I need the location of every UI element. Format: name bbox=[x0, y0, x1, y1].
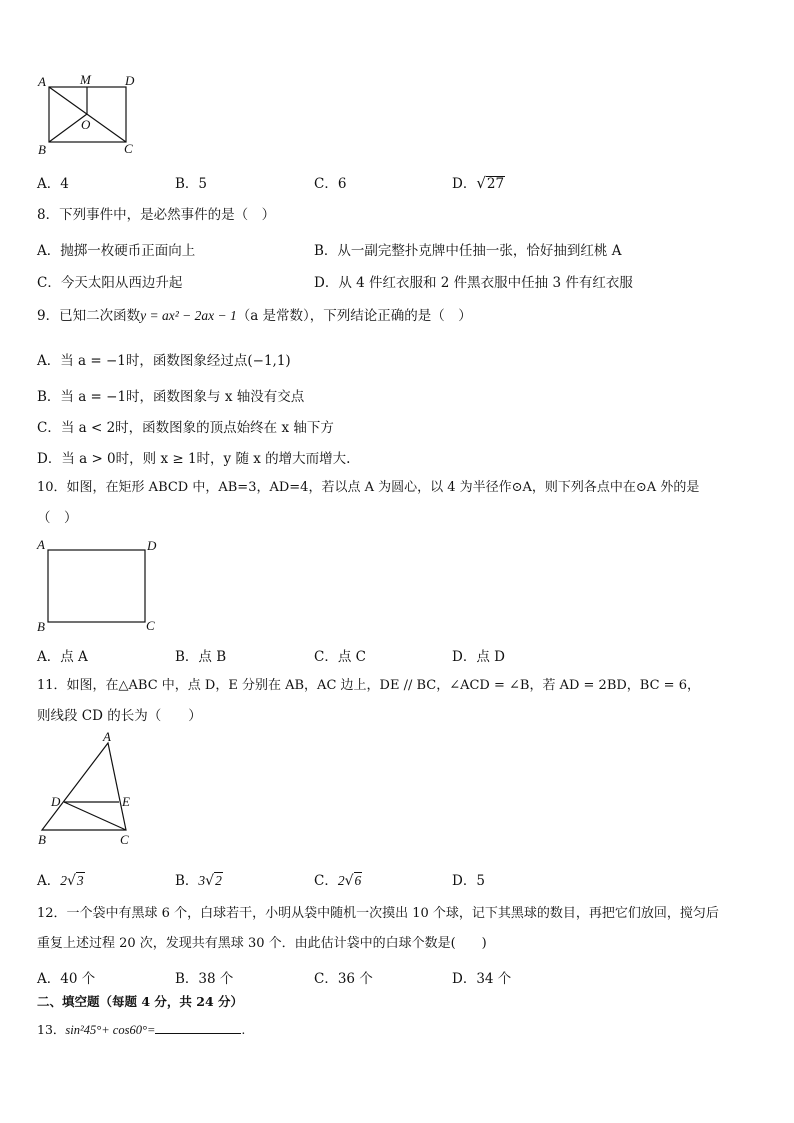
q10-label-a: A bbox=[37, 537, 45, 552]
q10-stem-line2: （ ） bbox=[37, 510, 78, 526]
sqrt-radicand: 27 bbox=[486, 176, 505, 192]
q9-option-d[interactable]: D．当 a > 0时，则 x ≥ 1时，y 随 x 的增大而增大. bbox=[37, 451, 351, 467]
q13-stem: 13．sin²45°+ cos60°= . bbox=[37, 1022, 246, 1037]
q9-option-c[interactable]: C．当 a < 2时，函数图象的顶点始终在 x 轴下方 bbox=[37, 420, 334, 436]
q11-label-d: D bbox=[51, 794, 61, 809]
q11-figure bbox=[34, 730, 144, 850]
q10-label-d: D bbox=[147, 538, 157, 553]
q8-option-d[interactable]: D．从 4 件红衣服和 2 件黑衣服中任抽 3 件有红衣服 bbox=[314, 275, 633, 291]
q9-stem: 9．已知二次函数y = ax² − 2ax − 1（a 是常数），下列结论正确的是（ ） bbox=[37, 308, 472, 324]
q11-label-a: A bbox=[103, 730, 111, 744]
q12-option-d[interactable]: D．34 个 bbox=[452, 971, 512, 987]
q11-option-d[interactable]: D．5 bbox=[452, 873, 485, 889]
q10-figure bbox=[34, 536, 164, 636]
q10-rectangle bbox=[48, 550, 145, 622]
q9-option-b[interactable]: B．当 a = −1时，函数图象与 x 轴没有交点 bbox=[37, 389, 305, 405]
q11-stem-line2: 则线段 CD 的长为（ ） bbox=[37, 708, 202, 724]
q8-stem: 8．下列事件中，是必然事件的是（ ） bbox=[37, 207, 276, 223]
q7-label-a: A bbox=[38, 74, 46, 89]
q11-segment-dc bbox=[64, 802, 126, 830]
q9-formula: y = ax² − 2ax − 1 bbox=[140, 308, 237, 323]
q10-option-c[interactable]: C．点 C bbox=[314, 649, 366, 665]
q12-stem-line2: 重复上述过程 20 次，发现共有黑球 30 个．由此估计袋中的白球个数是( ) bbox=[37, 936, 487, 951]
q10-option-d[interactable]: D．点 D bbox=[452, 649, 505, 665]
q12-option-c[interactable]: C．36 个 bbox=[314, 971, 373, 987]
q11-label-b: B bbox=[38, 832, 46, 847]
q7-label-c: C bbox=[124, 141, 133, 156]
q10-label-c: C bbox=[146, 618, 155, 633]
q11-label-e: E bbox=[122, 794, 130, 809]
q11-option-c[interactable]: C．2√6 bbox=[314, 873, 362, 889]
q11-option-b[interactable]: B．3√2 bbox=[175, 873, 222, 889]
section-heading-fill-blank: 二、填空题（每题 4 分，共 24 分） bbox=[37, 994, 244, 1009]
q7-option-a[interactable]: A．4 bbox=[37, 176, 69, 192]
q7-label-b: B bbox=[38, 142, 46, 157]
q11-triangle-abc bbox=[42, 743, 126, 830]
q7-label-o: O bbox=[81, 117, 91, 132]
q13-expression: sin²45°+ cos60°= bbox=[65, 1023, 156, 1037]
q10-option-b[interactable]: B．点 B bbox=[175, 649, 227, 665]
q11-label-c: C bbox=[120, 832, 129, 847]
q7-option-c[interactable]: C．6 bbox=[314, 176, 347, 192]
q12-option-b[interactable]: B．38 个 bbox=[175, 971, 234, 987]
q8-option-a[interactable]: A．抛掷一枚硬币正面向上 bbox=[37, 243, 196, 259]
q12-stem-line1: 12．一个袋中有黑球 6 个，白球若干，小明从袋中随机一次摸出 10 个球，记下其黑球的数目，再把它们放回，搅匀后 bbox=[37, 906, 719, 921]
q7-figure bbox=[34, 72, 144, 162]
q10-label-b: B bbox=[37, 619, 45, 634]
q11-option-a[interactable]: A．2√3 bbox=[37, 873, 84, 889]
q11-stem-line1: 11．如图，在△ABC 中，点 D，E 分别在 AB，AC 边上，DE // BC，∠ACD = ∠B，若 AD = 2BD，BC = 6， bbox=[37, 678, 700, 693]
q8-option-b[interactable]: B．从一副完整扑克牌中任抽一张，恰好抽到红桃 A bbox=[314, 243, 622, 259]
q12-option-a[interactable]: A．40 个 bbox=[37, 971, 96, 987]
q7-label-d: D bbox=[125, 73, 135, 88]
q10-stem-line1: 10．如图，在矩形 ABCD 中，AB=3，AD=4，若以点 A 为圆心，以 4 为半径作⊙A，则下列各点中在⊙A 外的是 bbox=[37, 480, 700, 495]
q9-option-a[interactable]: A．当 a = −1时，函数图象经过点(−1,1) bbox=[37, 353, 291, 369]
q10-option-a[interactable]: A．点 A bbox=[37, 649, 88, 665]
q8-option-c[interactable]: C．今天太阳从西边升起 bbox=[37, 275, 183, 291]
q7-option-b[interactable]: B．5 bbox=[175, 176, 208, 192]
q13-answer-blank[interactable] bbox=[155, 1020, 241, 1034]
q7-label-m: M bbox=[80, 72, 91, 87]
q7-option-d[interactable]: D．√27 bbox=[452, 174, 505, 192]
